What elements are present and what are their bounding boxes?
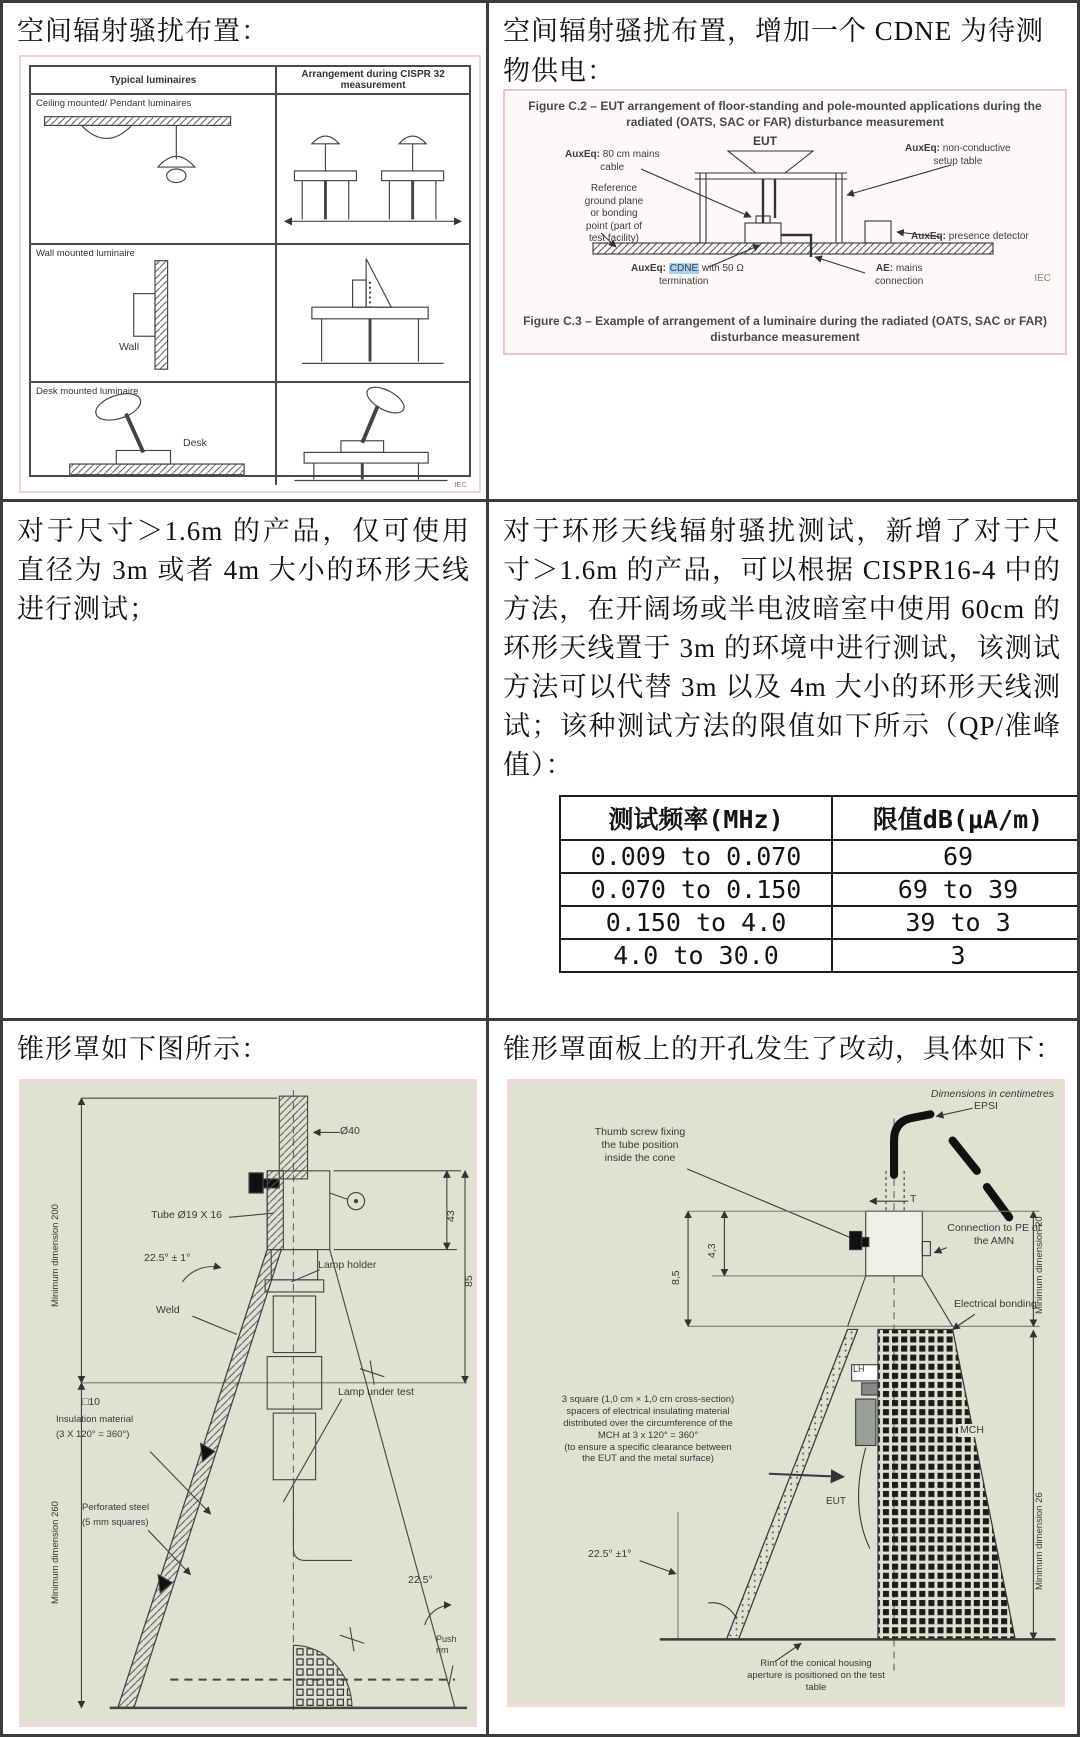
spacers-line4: MCH at 3 x 120° = 360° <box>597 1429 699 1441</box>
dim-8-5-label: 8,5 <box>670 1270 682 1285</box>
wall-luminaire-drawing <box>31 245 275 381</box>
wall-arrangement-drawing <box>277 245 469 381</box>
dim-4-3-label: 4,3 <box>706 1243 718 1258</box>
insulation-label-line2: (3 X 120° = 360°) <box>56 1429 130 1440</box>
auxeq-prefix: AuxEq: <box>565 149 600 160</box>
r3-right-title: 锥形罩面板上的开孔发生了改动，具体如下： <box>503 1034 1063 1064</box>
lum-row-desk <box>31 383 469 485</box>
lum-header-arrangement: Arrangement during CISPR 32 measurement <box>301 69 445 91</box>
lum-ceiling-left <box>31 95 277 243</box>
spacers-line3: distributed over the circumference of the <box>563 1417 733 1429</box>
limit-value: 3 <box>832 939 1077 972</box>
lum-header-left <box>31 67 277 93</box>
r2-right-text: 对于环形天线辐射骚扰测试，新增了对于尺寸＞1.6m 的产品，可以根据 CISPR16-4 中的方法，在开阔场或半电波暗室中使用 60cm 的环形天线置于 3m 的环境中进行测试，该测试方法可以代替 3m 以及 4m 大小的环形天线测试；该种测试方法的限值如下所示（QP/准峰值）： <box>503 516 1061 780</box>
table-row <box>560 939 1077 972</box>
lum-wall-right <box>277 245 469 381</box>
figure-c2-caption-line2: during the radiated (OATS, SAC or FAR) disturbance measurement <box>626 99 1042 130</box>
min-dimension-26-label: Minimum dimension 26 <box>1034 1492 1045 1590</box>
dim-43-label: 43 <box>445 1210 457 1222</box>
cdne-line2: termination <box>659 275 709 287</box>
c2-iec-tag: IEC <box>1034 273 1051 284</box>
eut-label: EUT <box>753 134 777 148</box>
ref-line2: ground plane <box>584 195 644 207</box>
limits-header-row <box>560 796 1077 840</box>
mains-cable-line2: cable <box>600 161 625 173</box>
lum-row-ceiling <box>31 95 469 245</box>
thumb-screw-label <box>565 1126 715 1165</box>
mains-cable-label <box>565 149 659 174</box>
figure-c2-caption-line1: Figure C.2 – EUT arrangement of floor-standing and pole-mounted applications <box>528 99 980 113</box>
figure-c3-caption <box>505 313 1065 345</box>
rim-line2: aperture is positioned on the test <box>747 1669 885 1681</box>
spacers-line6: the EUT and the metal surface) <box>582 1453 714 1465</box>
thumb-screw-line3: inside the cone <box>604 1152 676 1165</box>
min-dimension-200-label: Minimum dimension 200 <box>50 1204 61 1307</box>
dim-85-label: 85 <box>463 1275 475 1287</box>
setup-table-text: non-conductive <box>940 143 1011 154</box>
limit-value: 39 to 3 <box>832 906 1077 939</box>
electrical-bonding-label: Electrical bonding <box>954 1298 1037 1310</box>
cell-r1-right <box>489 3 1077 502</box>
auxeq-prefix: AuxEq: <box>911 231 946 242</box>
spacers-line2: spacers of electrical insulating material <box>566 1405 730 1417</box>
spacers-line5: (to ensure a specific clearance between <box>564 1441 732 1453</box>
mains-cable-text: 80 cm mains <box>600 149 660 160</box>
cell-r2-right <box>489 502 1077 1021</box>
lum-iec-tag: IEC <box>454 479 467 489</box>
desk-luminaire-drawing <box>31 383 275 485</box>
setup-table-line2: setup table <box>933 155 983 167</box>
r1-left-title: 空间辐射骚扰布置： <box>17 16 269 46</box>
lum-ceiling-label: Ceiling mounted/ Pendant luminaires <box>36 98 192 109</box>
reference-ground-label <box>569 183 659 246</box>
angle-top-label: 22.5° ± 1° <box>144 1252 191 1264</box>
dimensions-note: Dimensions in centimetres <box>930 1088 1054 1100</box>
lum-desk-label: Desk mounted luminaire <box>36 386 139 397</box>
perforated-label-line2: (5 mm squares) <box>82 1517 149 1528</box>
push-rim-line1: Push <box>436 1634 457 1644</box>
ae-mains-label <box>875 263 923 288</box>
figure-c2-caption <box>505 98 1065 130</box>
pe-line2: the AMN <box>973 1235 1015 1248</box>
ae-text: mains <box>893 263 923 274</box>
dia-40-label: Ø40 <box>340 1125 360 1137</box>
perforated-label-line1: Perforated steel <box>82 1502 150 1513</box>
desk-tag: Desk <box>183 437 207 449</box>
lamp-holder-label: Lamp holder <box>318 1259 377 1271</box>
table-row <box>560 906 1077 939</box>
cone-figure-left <box>19 1079 477 1727</box>
mch-label: MCH <box>960 1424 984 1436</box>
lum-desk-right <box>277 383 469 485</box>
freq-range: 4.0 to 30.0 <box>560 939 832 972</box>
lum-row-wall <box>31 245 469 383</box>
thumb-screw-line2: the tube position <box>601 1139 679 1152</box>
spacers-label <box>530 1394 766 1465</box>
setup-table-label <box>905 143 1011 168</box>
pe-connection-label <box>938 1222 1050 1248</box>
auxeq-prefix: AuxEq: <box>905 143 940 154</box>
figure-c3-caption-line2: (OATS, SAC or FAR) disturbance measurement <box>710 313 1047 344</box>
figure-c3-caption-line1: Figure C.3 – Example of arrangement of a luminaire during the radiated <box>523 313 929 328</box>
lh-label: LH <box>853 1364 865 1374</box>
push-rim-line2: rim <box>436 1645 449 1656</box>
cone-figure-right <box>507 1079 1065 1707</box>
cdne-label <box>631 263 744 288</box>
angle-bottom-label: 22.5° <box>408 1574 433 1586</box>
lum-wall-left <box>31 245 277 381</box>
insulation-label-line1: Insulation material <box>56 1414 134 1425</box>
freq-range: 0.150 to 4.0 <box>560 906 832 939</box>
t-label: T <box>910 1193 917 1205</box>
r1-right-title: 空间辐射骚扰布置，增加一个 CDNE 为待测物供电： <box>503 16 1044 86</box>
desk-arrangement-drawing <box>277 383 469 485</box>
table-row <box>560 840 1077 873</box>
lamp-under-test-label: Lamp under test <box>338 1386 414 1398</box>
epsi-label: EPSI <box>974 1100 998 1112</box>
ae-line2: connection <box>875 275 924 287</box>
cdne-highlight: CDNE <box>669 263 699 274</box>
lum-header-right <box>277 67 469 93</box>
presence-detector-label <box>911 231 1029 244</box>
angle-label: 22.5° ±1° <box>588 1548 632 1560</box>
min-dimension-260-label: Minimum dimension 260 <box>50 1501 61 1604</box>
thumb-screw-line1: Thumb screw fixing <box>594 1126 686 1138</box>
eut-label: EUT <box>826 1496 846 1507</box>
presence-detector-text: presence detector <box>946 231 1029 242</box>
rim-label <box>696 1658 936 1694</box>
figure-c2-diagram <box>513 135 1055 287</box>
ref-line3: or bonding <box>590 208 638 219</box>
luminaire-inner-table <box>29 65 471 477</box>
cell-r3-left <box>3 1021 489 1734</box>
lum-desk-left <box>31 383 277 485</box>
limits-header-limit: 限值dB(μA/m) <box>832 796 1077 840</box>
rim-line3: table <box>805 1681 827 1693</box>
cdne-text: with 50 Ω <box>699 263 744 274</box>
lum-header-typical: Typical luminaires <box>109 74 197 86</box>
r3-left-title: 锥形罩如下图所示： <box>17 1034 269 1064</box>
cone-right-svg <box>510 1082 1062 1704</box>
ref-line4: point (part of <box>585 220 643 232</box>
pe-line1: Connection to PE of <box>947 1222 1041 1234</box>
rim-line1: Rim of the conical housing <box>760 1658 872 1669</box>
wall-tag: Wall <box>119 341 140 353</box>
limit-value: 69 <box>832 840 1077 873</box>
ref-line5: test facility) <box>588 233 639 244</box>
limits-header-frequency: 测试频率(MHz) <box>560 796 832 840</box>
ae-prefix: AE: <box>875 263 894 274</box>
weld-label: Weld <box>156 1304 180 1316</box>
cell-r3-right <box>489 1021 1077 1734</box>
lum-ceiling-right <box>277 95 469 243</box>
freq-range: 0.009 to 0.070 <box>560 840 832 873</box>
luminaire-figure <box>19 55 481 493</box>
freq-range: 0.070 to 0.150 <box>560 873 832 906</box>
cell-r2-left <box>3 502 489 1021</box>
auxeq-prefix: AuxEq: <box>631 263 666 274</box>
figure-c2-c3 <box>503 89 1067 355</box>
ceiling-luminaire-drawing <box>31 95 275 243</box>
r2-left-text: 对于尺寸＞1.6m 的产品，仅可使用直径为 3m 或者 4m 大小的环形天线进行测试； <box>17 516 470 624</box>
ref-line1: Reference <box>590 183 638 194</box>
cell-r1-left <box>3 3 489 502</box>
lum-wall-label: Wall mounted luminaire <box>36 248 135 259</box>
square-10-label: □10 <box>82 1396 101 1408</box>
lum-header-row <box>31 67 469 95</box>
limit-value: 69 to 39 <box>832 873 1077 906</box>
table-row <box>560 873 1077 906</box>
limits-table <box>559 795 1077 973</box>
push-rim-label <box>436 1634 457 1657</box>
ceiling-arrangement-drawing <box>277 95 469 243</box>
spacers-line1: 3 square (1,0 cm × 1,0 cm cross-section) <box>561 1394 735 1405</box>
min-dimension-20-label: Minimum dimension 20 <box>1034 1216 1045 1314</box>
tube-label: Tube Ø19 X 16 <box>151 1209 222 1221</box>
